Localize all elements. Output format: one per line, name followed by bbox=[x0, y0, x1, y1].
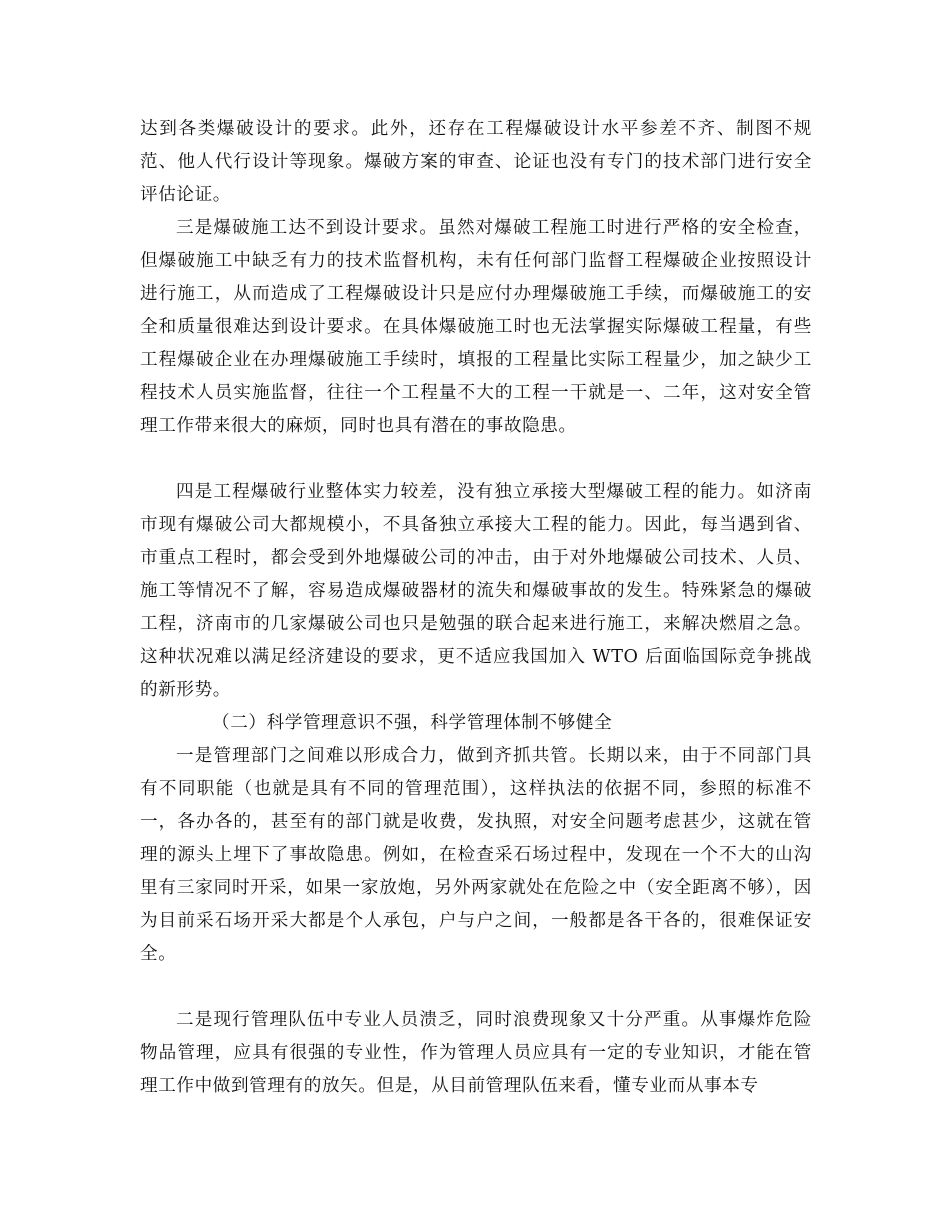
paragraph-industry-strength: 四是工程爆破行业整体实力较差，没有独立承接大型爆破工程的能力。如济南市现有爆破公司大都规模小，不具备独立承接大工程的能力。因此，每当遇到省、市重点工程时，都会受到外地爆破公司的冲击，由于对外地爆破公司技术、人员、施工等情况不了解，容易造成爆破器材的流失和爆破事故的发生。特殊紧急的爆破工程，济南市的几家爆破公司也只是勉强的联合起来进行施工，来解决燃眉之急。这种状况难以满足经济建设的要求，更不适应我国加入 WTO 后面临国际竞争挑战的新形势。 bbox=[140, 482, 812, 700]
paragraph-construction-requirements: 三是爆破施工达不到设计要求。虽然对爆破工程施工时进行严格的安全检查，但爆破施工中缺乏有力的技术监督机构，未有任何部门监督工程爆破企业按照设计进行施工，从而造成了工程爆破设计只是应付办理爆破施工手续，而爆破施工的安全和质量很难达到设计要求。在具体爆破施工时也无法掌握实际爆破工程量，有些工程爆破企业在办理爆破施工手续时，填报的工程量比实际工程量少，加之缺少工程技术人员实施监督，往往一个工程量不大的工程一干就是一、二年，这对安全管理工作带来很大的麻烦，同时也具有潜在的事故隐患。 bbox=[140, 218, 812, 436]
paragraph-management-coordination: 一是管理部门之间难以形成合力，做到齐抓共管。长期以来，由于不同部门具有不同职能（也就是具有不同的管理范围），这样执法的依据不同，参照的标准不一，各办各的，甚至有的部门就是收费，发执照，对安全问题考虑甚少，这就在管理的源头上埋下了事故隐患。例如，在检查采石场过程中，发现在一个不大的山沟里有三家同时开采，如果一家放炮，另外两家就处在危险之中（安全距离不够），因为目前采石场开采大都是个人承包，户与户之间，一般都是各干各的，很难保证安全。 bbox=[140, 746, 812, 964]
paragraph-design-requirements: 达到各类爆破设计的要求。此外，还存在工程爆破设计水平参差不齐、制图不规范、他人代行设计等现象。爆破方案的审查、论证也没有专门的技术部门进行安全评估论证。 bbox=[140, 119, 812, 205]
paragraph-professional-staff: 二是现行管理队伍中专业人员溃乏，同时浪费现象又十分严重。从事爆炸危险物品管理，应具有很强的专业性，作为管理人员应具有一定的专业知识，才能在管理工作中做到管理有的放矢。但是，从目前管理队伍来看，懂专业而从事本专 bbox=[140, 1010, 812, 1096]
section-heading: （二）科学管理意识不强，科学管理体制不够健全 bbox=[212, 713, 613, 733]
